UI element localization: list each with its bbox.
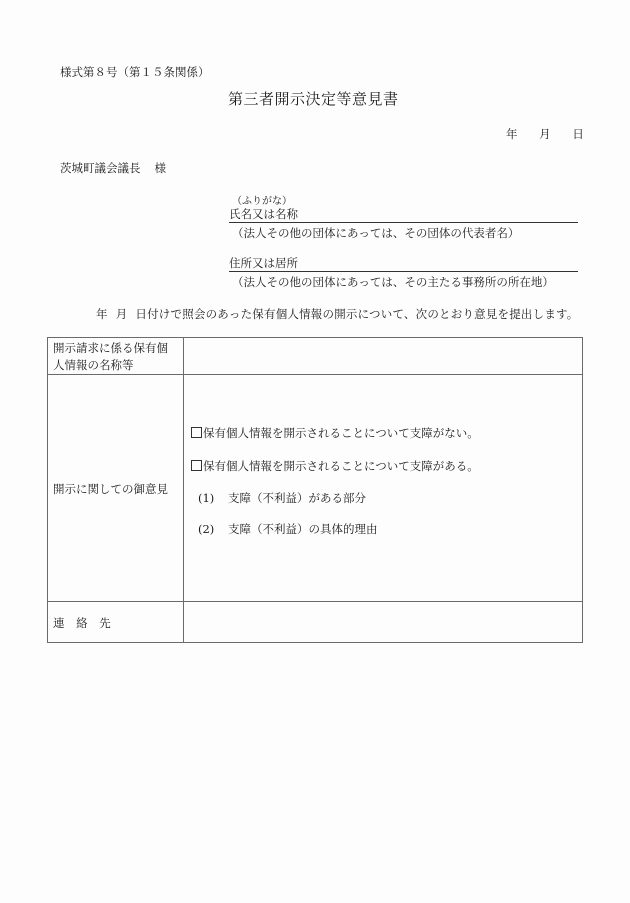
statement-year: 年 xyxy=(96,307,108,321)
opinion-form-table xyxy=(47,337,583,643)
sub-item-number: (1) xyxy=(198,491,215,505)
addressee-honorific: 様 xyxy=(154,161,166,175)
name-label: 氏名又は名称 xyxy=(229,207,298,221)
table-row xyxy=(48,375,583,602)
furigana-label: （ふりがな） xyxy=(232,196,292,207)
statement-month: 月 xyxy=(115,307,128,321)
sub-item-objection-reason xyxy=(198,521,378,537)
sub-item-text: 支障（不利益）がある部分 xyxy=(228,491,366,505)
date-day-label: 日 xyxy=(572,127,584,141)
option-objection[interactable] xyxy=(191,458,479,474)
info-name-field[interactable] xyxy=(184,338,583,375)
checkbox-icon[interactable] xyxy=(191,460,202,471)
sub-item-number: (2) xyxy=(198,522,215,536)
date-year-label: 年 xyxy=(506,127,518,141)
option-no-objection-text: 保有個人情報を開示されることについて支障がない。 xyxy=(203,426,479,440)
address-label: 住所又は居所 xyxy=(229,256,298,270)
address-field[interactable] xyxy=(229,256,578,272)
row-label-contact: 連 絡 先 xyxy=(48,602,184,643)
table-row xyxy=(48,338,583,375)
checkbox-icon[interactable] xyxy=(191,427,202,438)
option-no-objection[interactable] xyxy=(191,425,479,441)
sub-item-text: 支障（不利益）の具体的理由 xyxy=(228,522,378,536)
date-line xyxy=(506,126,584,142)
document-title: 第三者開示決定等意見書 xyxy=(228,90,399,108)
sub-item-objection-part xyxy=(198,490,366,506)
table-row xyxy=(48,602,583,643)
row-label-opinion: 開示に関しての御意見 xyxy=(48,375,184,602)
option-objection-text: 保有個人情報を開示されることについて支障がある。 xyxy=(203,459,479,473)
name-note: （法人その他の団体にあっては、その団体の代表者名） xyxy=(232,226,520,240)
address-note: （法人その他の団体にあっては、その主たる事務所の所在地） xyxy=(232,275,554,289)
opinion-cell xyxy=(184,375,583,602)
row-label-info-name: 開示請求に係る保有個人情報の名称等 xyxy=(48,338,184,375)
name-field[interactable] xyxy=(229,207,578,223)
statement-text: 日付けで照会のあった保有個人情報の開示について、次のとおり意見を提出します。 xyxy=(135,307,579,321)
addressee-name: 茨城町議会議長 xyxy=(60,161,141,175)
addressee xyxy=(60,160,166,176)
contact-field[interactable] xyxy=(184,602,583,643)
date-month-label: 月 xyxy=(539,127,551,141)
form-number: 様式第８号（第１５条関係） xyxy=(60,65,210,79)
statement xyxy=(96,306,579,322)
